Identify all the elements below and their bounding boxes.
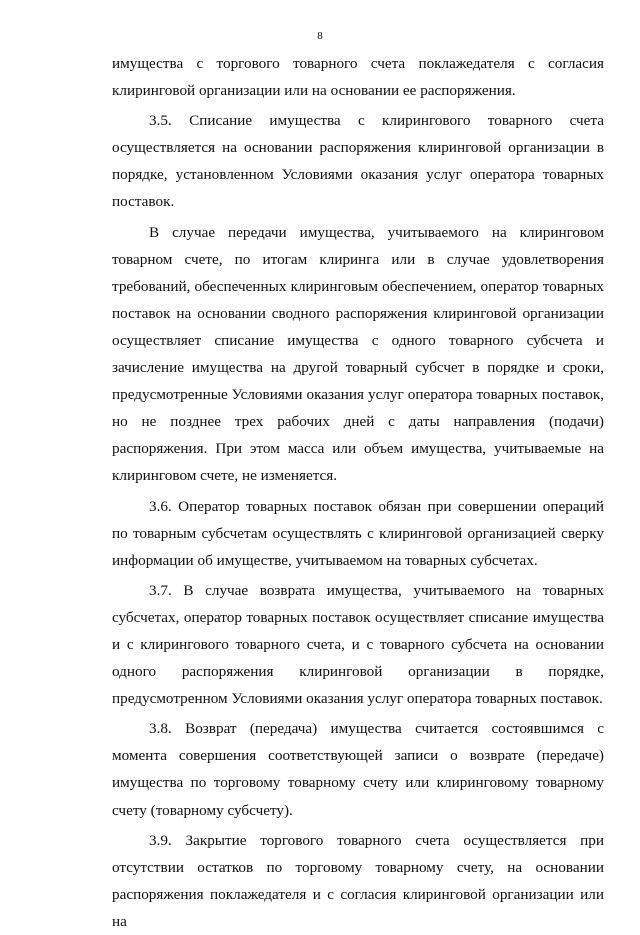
paragraph-continuation: имущества с торгового товарного счета поклажедателя с согласия клиринговой организации или на основании ее распоряжения. <box>112 55 604 100</box>
page-number: 8 <box>317 30 323 42</box>
document-body <box>112 50 604 935</box>
paragraph-3-5: 3.5. Списание имущества с клирингового товарного счета осуществляется на основании распоряжения клиринговой организации в порядке, установленном Условиями оказания услуг оператора товарных поставок. <box>112 112 604 211</box>
paragraph-3-6: 3.6. Оператор товарных поставок обязан при совершении операций по товарным субсчетам осуществлять с клиринговой организацией сверку информации об имуществе, учитываемом на товарных субсчетах. <box>112 497 604 569</box>
paragraph-3-7: 3.7. В случае возврата имущества, учитываемого на товарных субсчетах, оператор товарных поставок осуществляет списание имущества и с клирингового товарного счета, и с товарного субсчета на основании одного распоряжения клиринговой организации в порядке, предусмотренном Условиями оказания услуг оператора товарных поставок. <box>112 581 604 708</box>
paragraph-3-9: 3.9. Закрытие торгового товарного счета осуществляется при отсутствии остатков по торговому товарному счету, на основании распоряжения поклажедателя и с согласия клиринговой организации или на <box>112 831 604 930</box>
paragraph-3-8: 3.8. Возврат (передача) имущества считается состоявшимся с момента совершения соответствующей записи о возврате (передаче) имущества по торговому товарному счету или клиринговому товарному счету (товарному субсчету). <box>112 720 604 819</box>
paragraph-transfer: В случае передачи имущества, учитываемого на клиринговом товарном счете, по итогам клиринга или в случае удовлетворения требований, обеспеченных клиринговым обеспечением, оператор товарных поставок на основании сводного распоряжения клиринговой организации осуществляет списание имущества с одного товарного субсчета и зачисление имущества на другой товарный субсчет в порядке и сроки, предусмотренные Условиями оказания услуг оператора товарных поставок, но не позднее трех рабочих дней с даты направления (подачи) распоряжения. При этом масса или объем имущества, учитываемые на клиринговом счете, не изменяется. <box>112 223 604 485</box>
